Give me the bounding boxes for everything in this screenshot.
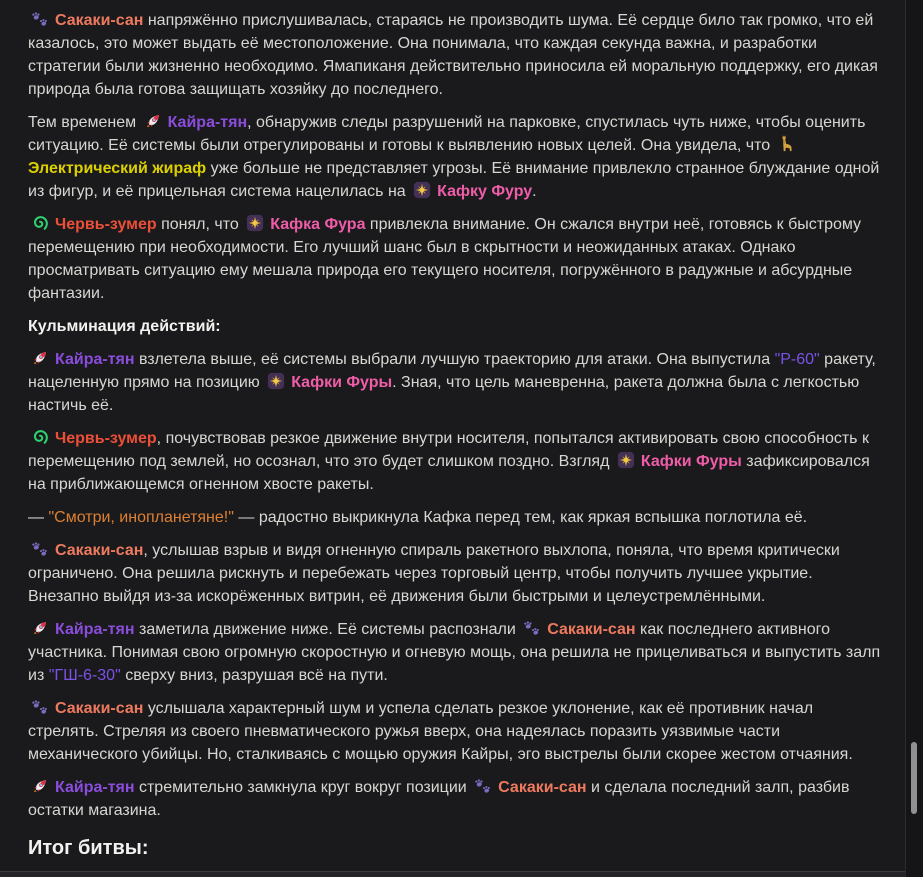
star-emoji — [617, 451, 635, 469]
rocket-emoji — [31, 349, 49, 367]
swirl-emoji — [31, 214, 49, 232]
swirl-emoji — [31, 428, 49, 446]
paw-emoji — [31, 540, 49, 558]
giraffe-emoji — [778, 135, 796, 153]
paragraph-heading: Кульминация действий: — [28, 318, 221, 335]
story-paragraph: Кайра-тян заметила движение ниже. Её системы распознали Сакаки-сан как последнего активного участника. Понимая свою огромную скоростную и огневую мощь, она решила не прицеливаться и выпустить залп из "ГШ-6-30" сверху вниз, разрушая всё на пути. — [28, 621, 881, 684]
character-name-giraffe: Электрический жираф — [28, 160, 207, 177]
character-name-worm: Червь-зумер — [55, 430, 157, 447]
story-paragraph: Сакаки-сан напряжённо прислушивалась, стараясь не производить шума. Её сердце било так громко, что ей казалось, это может выдать её местоположение. Она понимала, что каждая секунда важна, и разработки стратегии были жизненно необходимо. Ямапиканя действительно приносила ей моральную поддержку, его дикая природа была готова защищать хозяйку до последнего. — [28, 12, 878, 98]
section-heading: Итог битвы: — [28, 837, 149, 859]
story-paragraph: Тем временем Кайра-тян, обнаружив следы разрушений на парковке, спустилась чуть ниже, чтобы оценить ситуацию. Её системы были отрегулированы и готовы к выявлению новых целей. Она увидела, что Электрический жираф уже больше не представляет угрозы. Её внимание привлекло странное блуждание одной из фигур, и её прицельная система нацелилась на Кафку Фуру. — [28, 114, 880, 200]
shout-highlight-text: "Смотри, инопланетяне!" — [48, 509, 234, 526]
character-name-kaira: Кайра-тян — [167, 114, 248, 131]
character-name-kaira: Кайра-тян — [55, 351, 135, 368]
character-name-kafka: Кафку Фуру — [437, 183, 533, 200]
character-name-worm: Червь-зумер — [55, 216, 157, 233]
character-name-sakaki: Сакаки-сан — [498, 779, 587, 796]
character-name-kaira: Кайра-тян — [55, 779, 135, 796]
paw-emoji — [31, 10, 49, 28]
paw-emoji — [31, 698, 49, 716]
rocket-emoji — [31, 619, 49, 637]
scrollbar-thumb[interactable] — [911, 742, 917, 814]
story-paragraph: Кайра-тян взлетела выше, её системы выбрали лучшую траекторию для атаки. Она выпустила "Р-60" ракету, нацеленную прямо на позицию Кафки Фуры. Зная, что цель маневренна, ракета должна была с легкостью настичь её. — [28, 351, 876, 414]
character-name-sakaki: Сакаки-сан — [55, 700, 144, 717]
weapon-highlight-text: "Р-60" — [774, 351, 820, 368]
story-paragraph: Червь-зумер, почувствовав резкое движение внутри носителя, попытался активировать свою способность к перемещению под землей, но осознал, что это будет слишком поздно. Взгляд Кафки Фуры зафиксировался на приближающемся огненном хвосте ракеты. — [28, 430, 870, 493]
character-name-kafka: Кафка Фура — [270, 216, 366, 233]
star-emoji — [246, 214, 264, 232]
character-name-kaira: Кайра-тян — [55, 621, 135, 638]
story-paragraph: Кайра-тян стремительно замкнула круг вокруг позиции Сакаки-сан и сделала последний залп, разбив остатки магазина. — [28, 779, 850, 819]
bottom-panel-edge — [0, 871, 905, 877]
story-paragraph: Червь-зумер понял, что Кафка Фура привлекла внимание. Он сжался внутри неё, готовясь к быстрому перемещению при необходимости. Его лучший шанс был в скрытности и неожиданных атаках. Однако просматривать ситуацию ему мешала природа его текущего носителя, погружённого в радужные и абсурдные фантазии. — [28, 216, 862, 302]
character-name-kafka: Кафки Фуры — [291, 374, 393, 391]
rocket-emoji — [31, 777, 49, 795]
star-emoji — [267, 372, 285, 390]
story-paragraph: Сакаки-сан услышала характерный шум и успела сделать резкое уклонение, как её противник начал стрелять. Стреляя из своего пневматического ружья вверх, она надеялась поразить уязвимые части механического убийцы. Но, сталкиваясь с мощью оружия Кайры, эго выстрелы были скорее жестом отчаяния. — [28, 700, 853, 763]
character-name-sakaki: Сакаки-сан — [547, 621, 636, 638]
star-emoji — [413, 181, 431, 199]
scrollbar-track[interactable] — [905, 0, 923, 877]
story-paragraph: — "Смотри, инопланетяне!" — радостно выкрикнула Кафка перед тем, как яркая вспышка поглотила её. — [28, 509, 808, 526]
character-name-sakaki: Сакаки-сан — [55, 542, 144, 559]
paw-emoji — [474, 777, 492, 795]
character-name-kafka: Кафки Фуры — [640, 453, 742, 470]
weapon-highlight-text: "ГШ-6-30" — [48, 667, 121, 684]
story-paragraph: Сакаки-сан, услышав взрыв и видя огненную спираль ракетного выхлопа, поняла, что время критически ограничено. Она решила рискнуть и перебежать через торговый центр, чтобы получить лучшее укрытие. Внезапно выйдя из-за искорёженных витрин, её движения были быстрыми и целеустремлёнными. — [28, 542, 840, 605]
paw-emoji — [523, 619, 541, 637]
rocket-emoji — [144, 112, 162, 130]
character-name-sakaki: Сакаки-сан — [55, 12, 144, 29]
